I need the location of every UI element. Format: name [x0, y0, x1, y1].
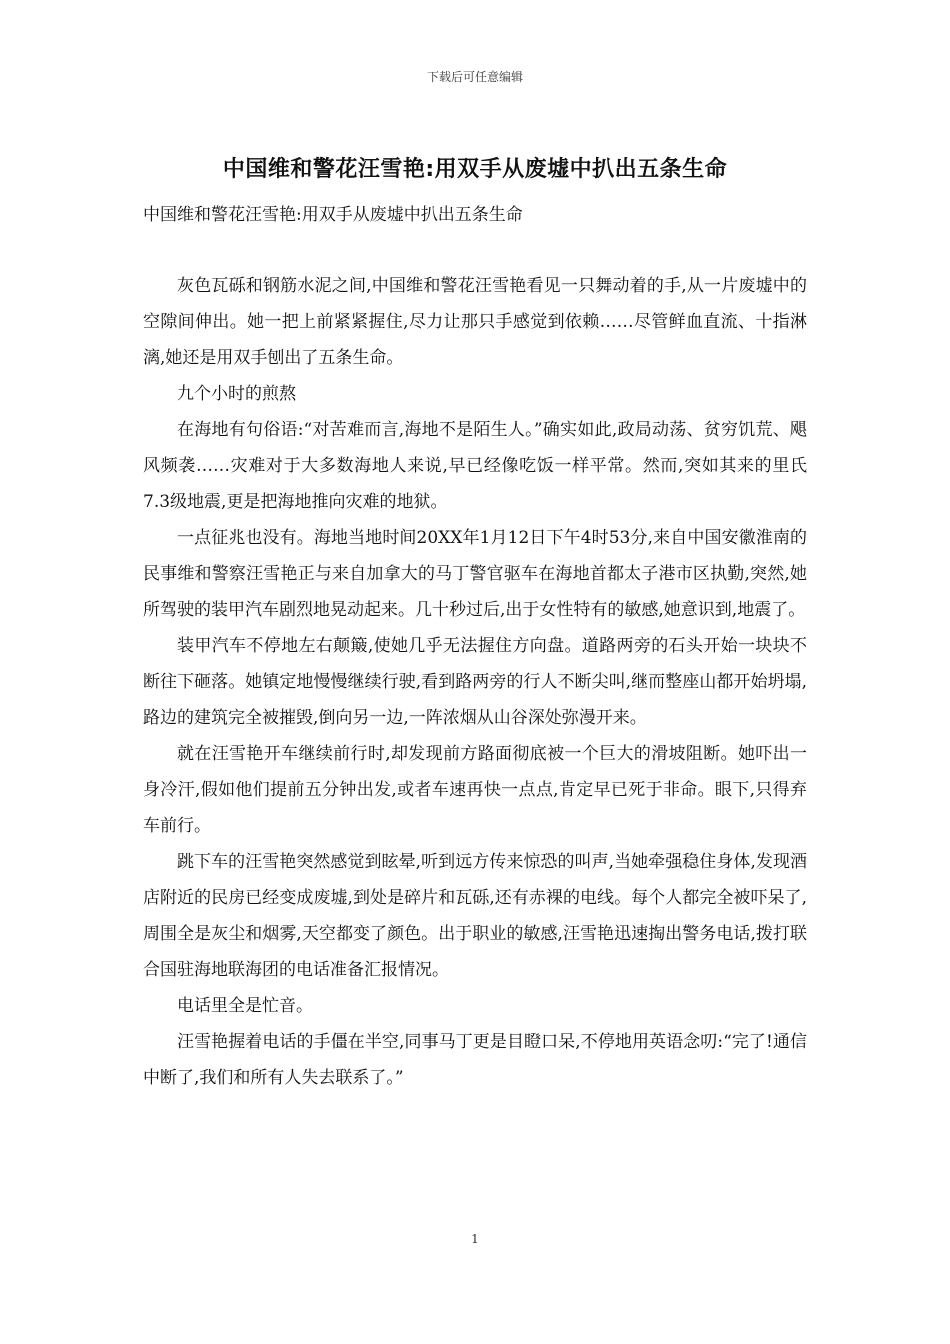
document-body — [143, 268, 807, 1096]
paragraph: 一点征兆也没有。海地当地时间20XX年1月12日下午4时53分,来自中国安徽淮南的民事维和警察汪雪艳正与来自加拿大的马丁警官驱车在海地首都太子港市区执勤,突然,她所驾驶的装甲汽车剧烈地晃动起来。几十秒过后,出于女性特有的敏感,她意识到,地震了。 — [143, 528, 807, 620]
paragraph: 在海地有句俗语:“对苦难而言,海地不是陌生人。”确实如此,政局动荡、贫穷饥荒、飓风频袭……灾难对于大多数海地人来说,早已经像吃饭一样平常。然而,突如其来的里氏7.3级地震,更是把海地推向灾难的地狱。 — [143, 420, 807, 512]
paragraph: 跳下车的汪雪艳突然感觉到眩晕,听到远方传来惊恐的叫声,当她牵强稳住身体,发现酒店附近的民房已经变成废墟,到处是碎片和瓦砾,还有赤裸的电线。每个人都完全被吓呆了,周围全是灰尘和烟雾,天空都变了颜色。出于职业的敏感,汪雪艳迅速掏出警务电话,拨打联合国驻海地联海团的电话准备汇报情况。 — [143, 852, 807, 980]
header-note: 下载后可任意编辑 — [426, 70, 523, 84]
paragraph: 装甲汽车不停地左右颠簸,使她几乎无法握住方向盘。道路两旁的石头开始一块块不断往下砸落。她镇定地慢慢继续行驶,看到路两旁的行人不断尖叫,继而整座山都开始坍塌,路边的建筑完全被摧毁,倒向另一边,一阵浓烟从山谷深处弥漫开来。 — [143, 636, 807, 728]
paragraph: 灰色瓦砾和钢筋水泥之间,中国维和警花汪雪艳看见一只舞动着的手,从一片废墟中的空隙间伸出。她一把上前紧紧握住,尽力让那只手感觉到依赖……尽管鲜血直流、十指淋漓,她还是用双手刨出了五条生命。 — [143, 276, 807, 368]
paragraph: 汪雪艳握着电话的手僵在半空,同事马丁更是目瞪口呆,不停地用英语念叨:“完了!通信中断了,我们和所有人失去联系了。” — [143, 1032, 807, 1088]
page-number: 1 — [471, 1232, 479, 1246]
paragraph: 电话里全是忙音。 — [177, 996, 313, 1016]
document-subtitle: 中国维和警花汪雪艳:用双手从废墟中扒出五条生命 — [143, 205, 523, 225]
document-title: 中国维和警花汪雪艳:用双手从废墟中扒出五条生命 — [222, 157, 728, 182]
section-heading: 九个小时的煎熬 — [177, 384, 296, 404]
paragraph: 就在汪雪艳开车继续前行时,却发现前方路面彻底被一个巨大的滑坡阻断。她吓出一身冷汗,假如他们提前五分钟出发,或者车速再快一点点,肯定早已死于非命。眼下,只得弃车前行。 — [143, 744, 807, 836]
